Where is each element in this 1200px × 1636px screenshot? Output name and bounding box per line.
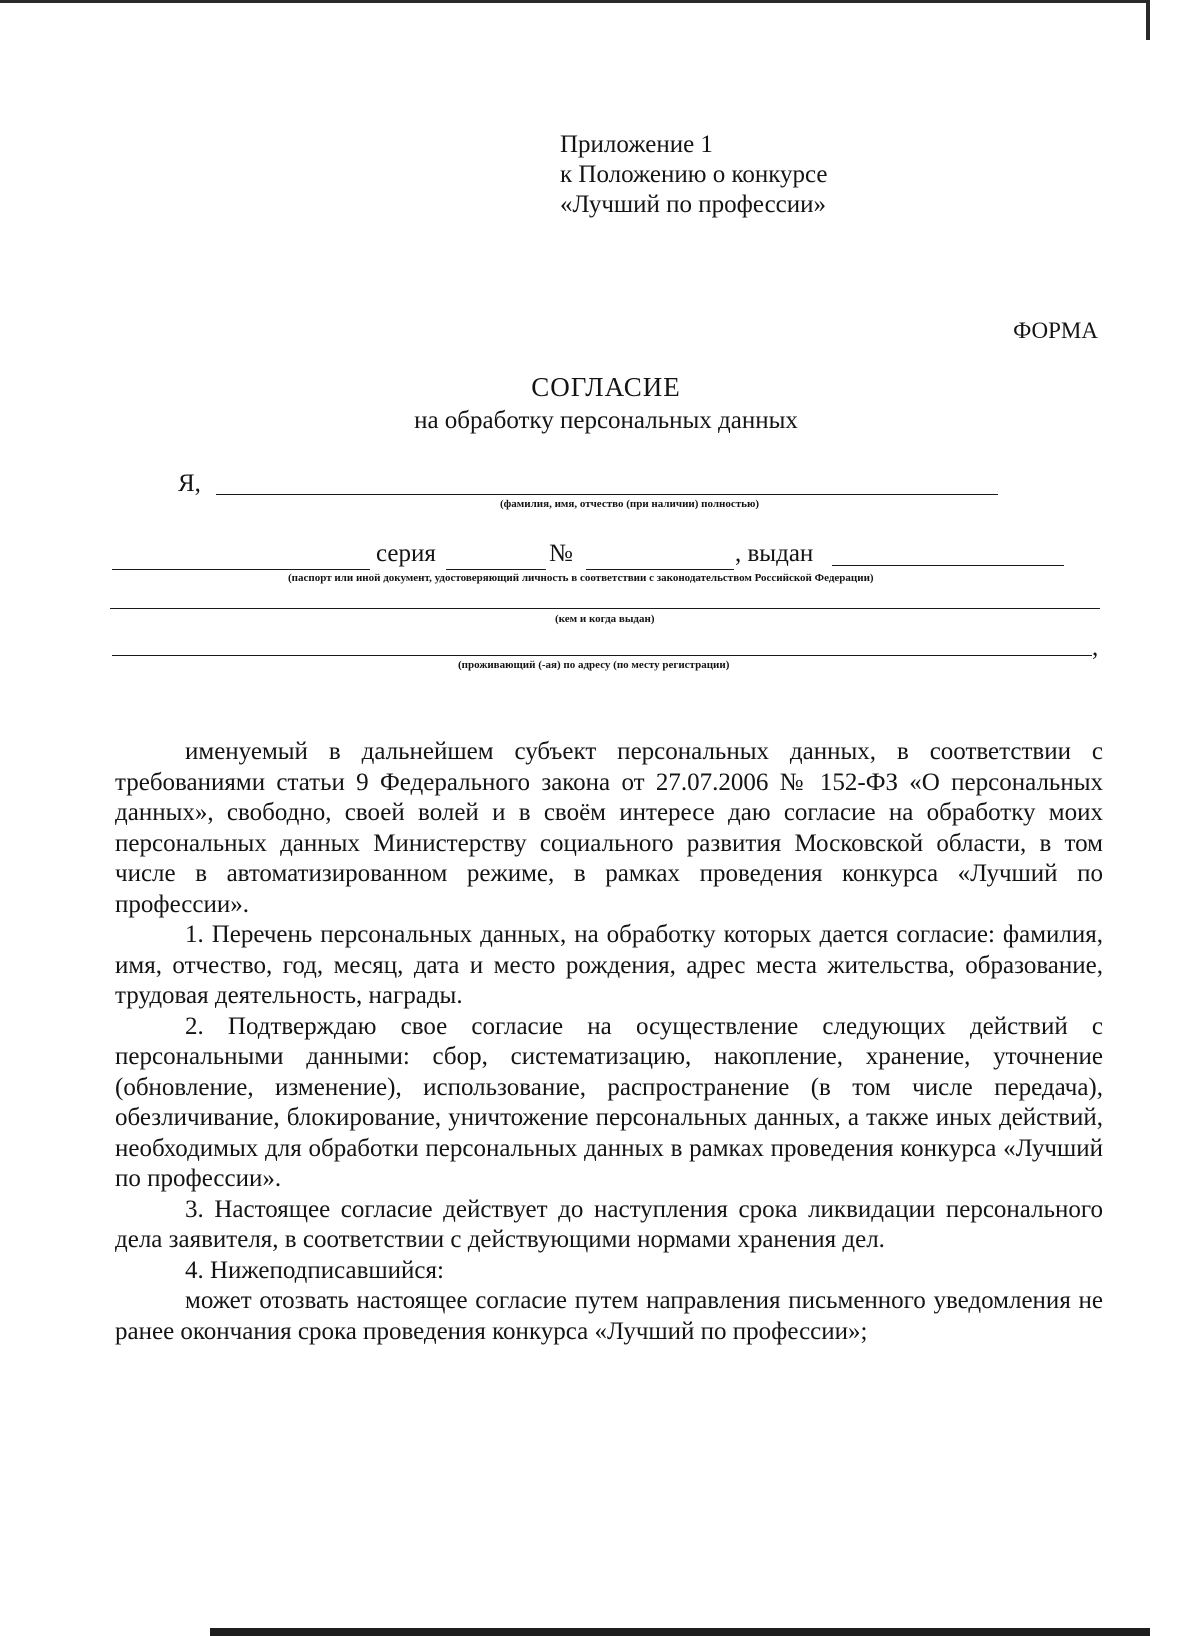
series-line[interactable]: [446, 569, 546, 570]
document-caption: (паспорт или иной документ, удостоверяющий личность в соответствии с законодательством Российской Федерации): [288, 572, 874, 584]
issued-by-caption: (кем и когда выдан): [555, 613, 655, 625]
number-label: №: [549, 540, 573, 567]
intro-paragraph: именуемый в дальнейшем субъект персональных данных, в соответствии с требованиями статьи 9 Федерального закона от 27.07.2006 № 152-ФЗ «О персональных данных», свободно, своей волей и в своём интересе даю согласие на обработку моих персональных данных Министерству социального развития Московской области, в том числе в автоматизированном режиме, в рамках проведения конкурса «Лучший по профессии».: [115, 738, 1103, 918]
form-label: ФОРМА: [1013, 318, 1098, 343]
item-1-paragraph: 1. Перечень персональных данных, на обработку которых дается согласие: фамилия, имя, отчество, год, месяц, дата и место рождения, адрес места жительства, образование, трудовая деятельность, награды.: [115, 921, 1103, 1009]
item-4-text: может отозвать настоящее согласие путем направления письменного уведомления не ранее окончания срока проведения конкурса «Лучший по профессии»;: [115, 1287, 1103, 1345]
issued-label: , выдан: [735, 540, 814, 567]
consent-body: [115, 737, 1103, 1347]
i-prefix: Я,: [178, 470, 201, 497]
full-name-line[interactable]: [216, 494, 998, 495]
appendix-line-2: к Положению о конкурсе: [560, 161, 828, 188]
document-subtitle: на обработку персональных данных: [414, 407, 798, 434]
issued-line[interactable]: [832, 565, 1064, 566]
full-name-caption: (фамилия, имя, отчество (при наличии) полностью): [500, 498, 760, 510]
item-2-paragraph: 2. Подтверждаю свое согласие на осуществление следующих действий с персональными данными: сбор, систематизацию, накопление, хранение, уточнение (обновление, изменение), использование, распространение (в том числе передача), обезличивание, блокирование, уничтожение персональных данных, а также иных действий, необходимых для обработки персональных данных в рамках проведения конкурса «Лучший по профессии».: [115, 1012, 1103, 1192]
appendix-line-1: Приложение 1: [560, 131, 713, 158]
appendix-block: [560, 130, 828, 220]
address-caption: (проживающий (-ая) по адресу (по месту регистрации): [458, 659, 730, 671]
series-label: серия: [376, 540, 436, 567]
address-trailing-comma: ,: [1092, 634, 1099, 661]
item-3-paragraph: 3. Настоящее согласие действует до наступления срока ликвидации персонального дела заявителя, в соответствии с действующими нормами хранения дел.: [115, 1195, 1103, 1253]
issued-by-line[interactable]: [110, 608, 1100, 609]
scan-edge-right: [1146, 0, 1150, 40]
appendix-line-3: «Лучший по профессии»: [560, 191, 827, 218]
document-type-line[interactable]: [112, 569, 370, 570]
document-title: СОГЛАСИЕ: [531, 372, 681, 402]
number-line[interactable]: [586, 569, 734, 570]
scan-edge-top: [0, 0, 1150, 3]
address-line[interactable]: [112, 655, 1092, 656]
scan-edge-bottom: [210, 1628, 1150, 1636]
item-4-heading: 4. Нижеподписавшийся:: [185, 1256, 444, 1284]
